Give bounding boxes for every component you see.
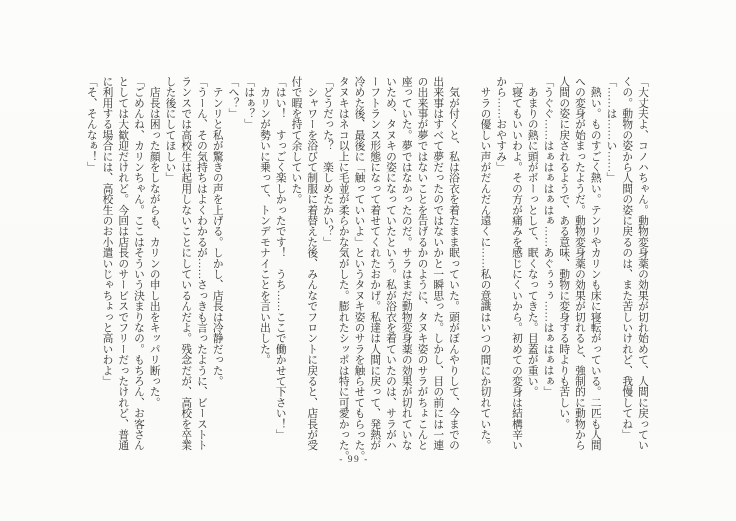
text-line: 冷めた後、最後に「触っていいよ」というタヌキ姿のサラを触らせてもらった。 bbox=[353, 76, 366, 462]
text-line: カリンが勢いに乗って、トンデモナイことを言い出した。 bbox=[259, 76, 271, 365]
page-number-label: - 99 - bbox=[339, 455, 369, 465]
text-line: 「……は……い……」 bbox=[605, 76, 618, 183]
text-line: 「うーん、その気持ちはよくわかるが……さっきも言ったように、ビーストト bbox=[196, 76, 208, 451]
text-line: ーフトランス形態になって着せてくれたおかげ。私達は人間に戻って、発熱が bbox=[369, 76, 382, 451]
text-line: の出来事が夢ではないことを告げるかのように、タヌキ姿のサラがちょこんと bbox=[416, 76, 429, 451]
text-line: 出来事はすべて夢だったのではないかと一瞬思った。しかし、目の前には一連 bbox=[432, 76, 445, 451]
text-line bbox=[461, 76, 477, 458]
text-line: への変身が始まったようだ。動物変身薬の効果が切れると、強制的に動物から bbox=[574, 76, 586, 451]
text-line: 気が付くと、私は浴衣を着たまま眠っていた。頭がぼんやりして、今までの bbox=[448, 76, 460, 451]
text-line: タヌキはネコ以上に毛並が柔らかな気がした。膨れたシッポは特に可愛かった。 bbox=[337, 76, 350, 462]
text-line: 人間の姿に戻されるようで、ある意味、動物に変身する時よりも苦しい。 bbox=[558, 76, 571, 430]
text-line: 「へ？」 bbox=[227, 76, 240, 119]
text-line: 付で暇を持て余していた。 bbox=[290, 76, 303, 205]
text-line: 座っていた。夢ではなかったのだ。サラはまだ動物変身薬の効果が切れていな bbox=[400, 76, 413, 451]
text-line: あまりの熱に頭がボーっとして、眠くなってきた。目蓋が重い。 bbox=[526, 76, 539, 397]
text-line: 店長は困った顔をしながらも、カリンの申し出をキッパリ断った。 bbox=[148, 76, 161, 408]
text-line: 「寝てもいいわよ。その方が痛みを感じにくいから。初めての変身は結構辛い bbox=[511, 76, 523, 451]
text-line: いため、タヌキの姿になっていたという。私が浴衣を着ていたのは、サラがハ bbox=[385, 76, 397, 451]
text-line: 「うぐぐ……はぁはぁはぁはぁ……あぐぅぅぅ……はぁはぁはぁ」 bbox=[542, 76, 555, 397]
text-line: した後にしてほしい」 bbox=[164, 76, 177, 183]
text-line: サラの優しい声がだんだん遠くに……私の意識はいつの間にか切れていた。 bbox=[479, 76, 492, 451]
text-line: としては大歓迎だけれど。今回は店長のサービスでフリーだったけれど、普通 bbox=[117, 76, 130, 451]
text-line: 「そ、そんなぁ！」 bbox=[85, 76, 98, 173]
text-line: から……おやすみ」 bbox=[495, 76, 508, 173]
text-line: 「どうだった？ 楽しめたかい？」 bbox=[322, 76, 334, 248]
text-line: 「はぁ？」 bbox=[243, 76, 256, 130]
text-line: に利用する場合には、高校生のお小遣いじゃちょっと高いわよ」 bbox=[101, 76, 114, 387]
text-line: 「はい！ すっごく楽しかったです！ うち……ここで働かせて下さい！」 bbox=[274, 76, 287, 440]
text-line: テンリと私が驚きの声を上げる。しかし、店長は冷静だった。 bbox=[211, 76, 224, 387]
text-line: 「ごめんね、カリンちゃん。ここはそういう決まりなの。もちろん、お客さん bbox=[133, 76, 145, 451]
text-line: くの。動物の姿から人間の姿に戻るのは、また苦しいけれど、我慢してね」 bbox=[621, 76, 634, 440]
text-line: 「大丈夫よ、コノハちゃん。動物変身薬の効果が切れ始めて、人間に戻ってい bbox=[637, 76, 649, 451]
text-line: ランスでは高校生は起用しないことにしているんだよ。残念だが、高校を卒業 bbox=[180, 76, 193, 451]
text-line: シャワーを浴びて制服に着替えた後、みんなでフロントに戻ると、店長が受 bbox=[306, 76, 319, 451]
text-line: 熱い。ものすごく熱い。テンリやカリンも床に寝転がっている。二匹も人間 bbox=[589, 76, 602, 451]
